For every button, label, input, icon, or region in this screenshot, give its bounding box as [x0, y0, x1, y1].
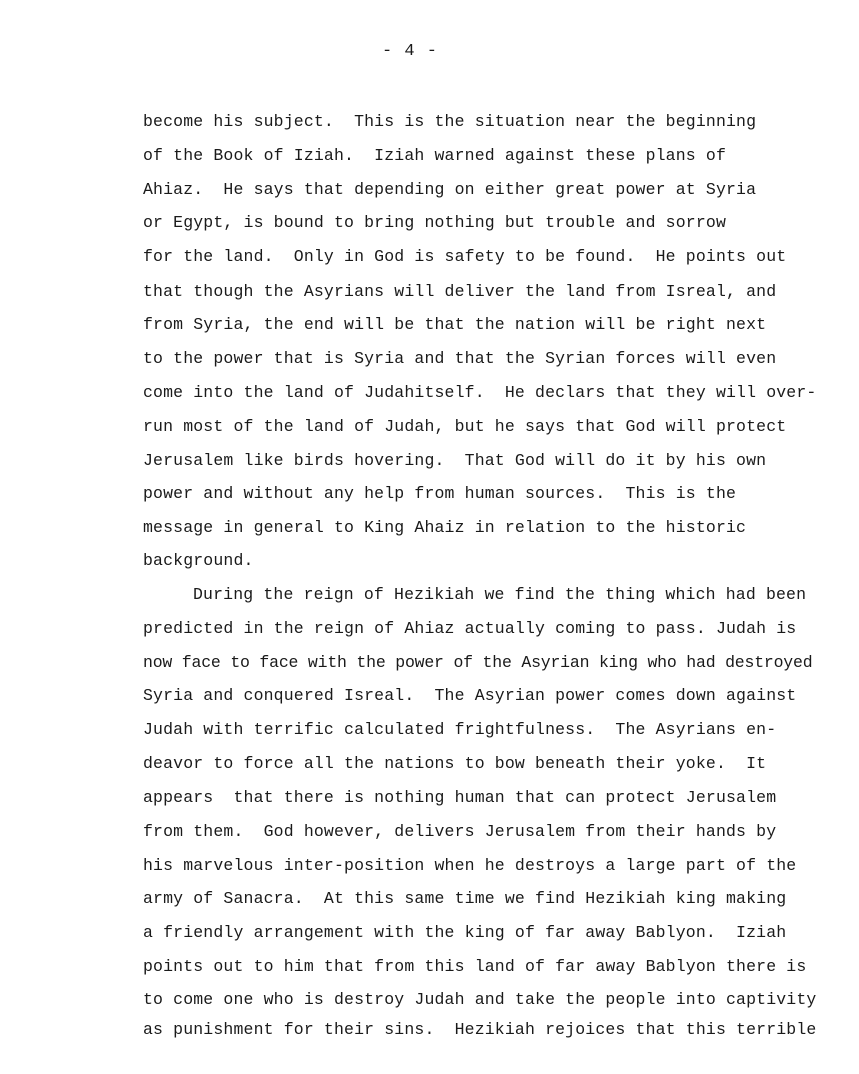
text-line: Syria and conquered Isreal. The Asyrian power comes down against	[143, 686, 797, 705]
text-line: deavor to force all the nations to bow beneath their yoke. It	[143, 754, 767, 773]
text-line: or Egypt, is bound to bring nothing but trouble and sorrow	[143, 213, 726, 232]
text-line: from them. God however, delivers Jerusalem from their hands by	[143, 822, 777, 841]
text-line: power and without any help from human sources. This is the	[143, 484, 737, 503]
text-line: from Syria, the end will be that the nation will be right next	[143, 315, 767, 334]
text-line: appears that there is nothing human that can protect Jerusalem	[143, 788, 777, 807]
text-line: to the power that is Syria and that the Syrian forces will even	[143, 349, 777, 368]
text-line: for the land. Only in God is safety to be found. He points out	[143, 247, 787, 266]
text-line: message in general to King Ahaiz in relation to the historic	[143, 518, 747, 537]
text-line: army of Sanacra. At this same time we find Hezikiah king making	[143, 889, 787, 908]
text-line: that though the Asyrians will deliver the land from Isreal, and	[143, 282, 777, 301]
page-number: - 4 -	[381, 42, 438, 61]
text-line: his marvelous inter-position when he destroys a large part of the	[143, 856, 797, 875]
text-line: Ahiaz. He says that depending on either great power at Syria	[143, 180, 757, 199]
text-line: to come one who is destroy Judah and take the people into captivity	[143, 990, 817, 1009]
text-line: background.	[143, 551, 254, 570]
text-line: Jerusalem like birds hovering. That God will do it by his own	[143, 451, 767, 470]
text-line: run most of the land of Judah, but he says that God will protect	[143, 417, 787, 436]
text-line: now face to face with the power of the Asyrian king who had destroyed	[143, 653, 813, 672]
text-line: points out to him that from this land of far away Bablyon there is	[143, 957, 807, 976]
text-line: of the Book of Iziah. Iziah warned against these plans of	[143, 146, 726, 165]
text-line: Judah with terrific calculated frightfulness. The Asyrians en-	[143, 720, 777, 739]
text-line: as punishment for their sins. Hezikiah rejoices that this terrible	[143, 1020, 817, 1039]
text-line: predicted in the reign of Ahiaz actually coming to pass. Judah is	[143, 619, 797, 638]
text-line: come into the land of Judahitself. He declars that they will over-	[143, 383, 817, 402]
text-line: become his subject. This is the situation near the beginning	[143, 112, 757, 131]
text-line: a friendly arrangement with the king of far away Bablyon. Iziah	[143, 923, 787, 942]
paragraph-first-line: During the reign of Hezikiah we find the thing which had been	[193, 585, 807, 604]
